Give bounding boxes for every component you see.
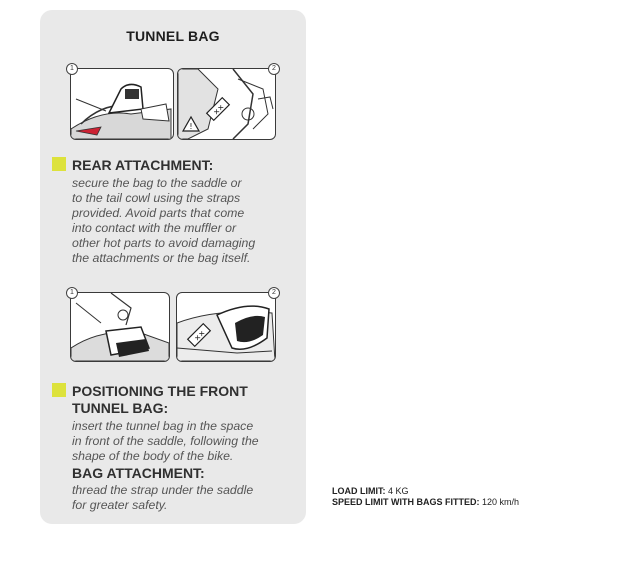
text-line: to the tail cowl using the straps	[72, 191, 241, 205]
speed-limit-label: SPEED LIMIT WITH BAGS FITTED:	[332, 497, 480, 507]
text-line: thread the strap under the saddle	[72, 483, 254, 497]
accent-square	[52, 157, 66, 171]
accent-square	[52, 383, 66, 397]
front-positioning-heading	[72, 383, 248, 417]
rear-attachment-text	[72, 176, 255, 266]
svg-text:✕✕: ✕✕	[212, 103, 227, 118]
load-limit-value: 4 KG	[385, 486, 409, 496]
load-limit-label: LOAD LIMIT:	[332, 486, 386, 496]
step-badge: 1	[66, 63, 78, 75]
front-positioning-text	[72, 419, 259, 464]
text-line: for greater safety.	[72, 498, 168, 512]
text-line: the attachments or the bag itself.	[72, 251, 251, 265]
text-line: other hot parts to avoid damaging	[72, 236, 256, 250]
card-title: TUNNEL BAG	[126, 28, 220, 44]
step-badge: 2	[268, 63, 280, 75]
bag-attachment-text	[72, 483, 253, 513]
front-illustration-left	[70, 292, 170, 362]
text-line: secure the bag to the saddle or	[72, 176, 242, 190]
step-badge: 2	[268, 287, 280, 299]
svg-text:!: !	[189, 122, 193, 131]
speed-limit-spec	[332, 497, 519, 507]
svg-text:✕✕: ✕✕	[193, 329, 208, 344]
motorbike-rear-illustration	[71, 69, 173, 139]
strap-attachment-illustration	[178, 69, 275, 139]
load-limit-spec	[332, 486, 409, 496]
front-illustration-right	[176, 292, 276, 362]
tunnel-bag-card	[40, 10, 306, 524]
rear-illustration-right	[177, 68, 276, 140]
rear-illustration-left	[70, 68, 174, 140]
bag-attachment-heading: BAG ATTACHMENT:	[72, 465, 205, 481]
text-line: insert the tunnel bag in the space	[72, 419, 254, 433]
text-line: shape of the body of the bike.	[72, 449, 234, 463]
rear-attachment-heading: REAR ATTACHMENT:	[72, 157, 214, 173]
speed-limit-value: 120 km/h	[479, 497, 520, 507]
text-line: in front of the saddle, following the	[72, 434, 259, 448]
text-line: into contact with the muffler or	[72, 221, 237, 235]
step-badge: 1	[66, 287, 78, 299]
heading-line: POSITIONING THE FRONT	[72, 383, 248, 399]
heading-line: TUNNEL BAG:	[72, 400, 169, 416]
strap-under-saddle-illustration	[177, 293, 275, 361]
text-line: provided. Avoid parts that come	[72, 206, 245, 220]
tunnel-bag-position-illustration	[71, 293, 169, 361]
